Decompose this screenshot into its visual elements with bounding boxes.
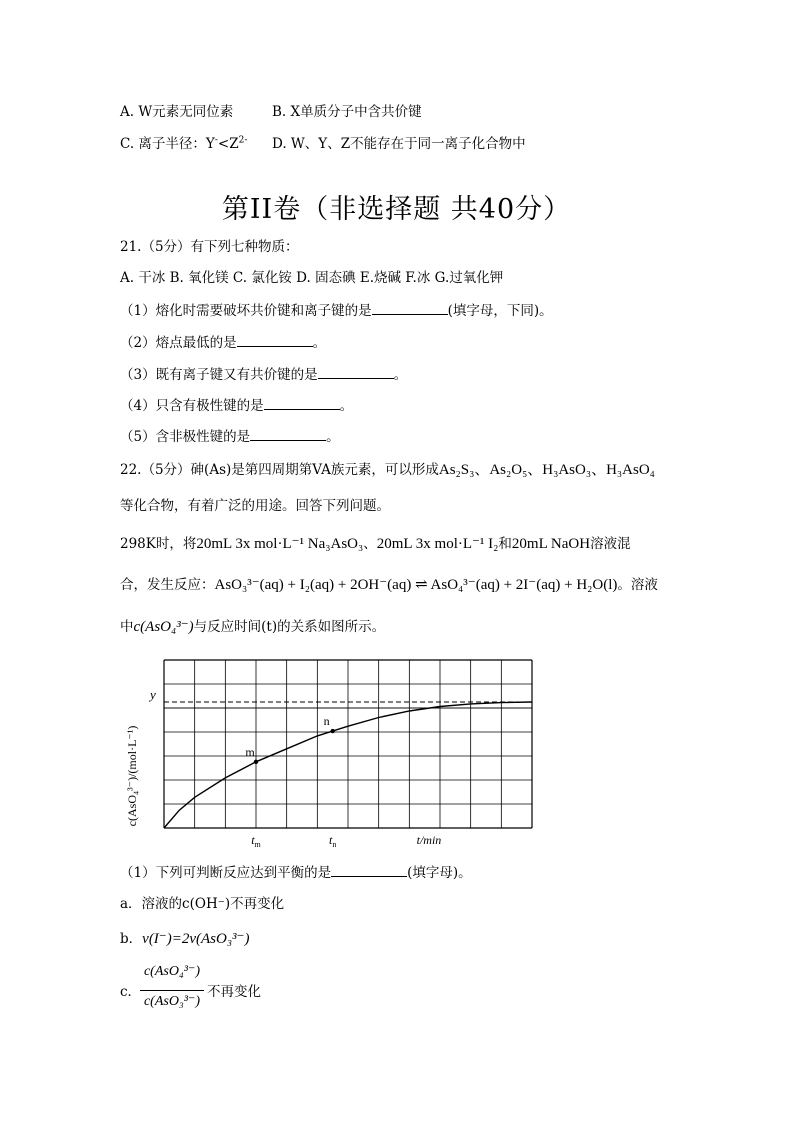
section-title: 第II卷（非选择题 共40分） [221, 194, 572, 225]
reaction-equation: AsO₃³⁻(aq) + I₂(aq) + 2OH⁻(aq) ⇌ AsO₄³⁻(aq) + 2I⁻(aq) + H₂O(l) [214, 577, 618, 593]
y-marker-label: y [150, 687, 156, 702]
q22-line3: 298K时，将20mL 3x mol·L⁻¹ Na₃AsO₃、20mL 3x mol·L⁻¹ I₂和20mL NaOH溶液混 [120, 536, 631, 552]
q20-option-d: D. W、Y、Z不能存在于同一离子化合物中 [272, 136, 526, 152]
q21-sub5: （5）含非极性键的是 。 [120, 426, 340, 446]
chart-point-n [330, 729, 334, 733]
fraction-numerator: c(AsO₄³⁻) [143, 964, 201, 979]
concentration-time-chart [120, 652, 540, 848]
chart-point-label-m: m [245, 744, 255, 759]
q21-sub3: （3）既有离子键又有共价键的是 。 [120, 364, 407, 384]
chart-grid [164, 660, 532, 828]
x-tick-label-tm: $t_m$ [251, 833, 261, 848]
answer-blank[interactable] [318, 364, 394, 379]
fraction-bar [140, 990, 204, 991]
q22-line5: 中c(AsO₄³⁻)与反应时间(t)的关系如图所示。 [120, 619, 386, 635]
q22-line4: 合，发生反应：AsO₃³⁻(aq) + I₂(aq) + 2OH⁻(aq) ⇌ AsO₄³⁻(aq) + 2I⁻(aq) + H₂O(l)。溶液 [120, 577, 658, 593]
q21-sub2: （2）熔点最低的是 。 [120, 332, 326, 352]
q22-sub1: （1）下列可判断反应达到平衡的是 (填字母)。 [120, 862, 472, 882]
answer-blank[interactable] [264, 395, 340, 410]
answer-blank[interactable] [237, 332, 313, 347]
q22-stem: 22.（5分）砷(As)是第四周期第VA族元素，可以形成As₂S₃、As₂O₅、H₃AsO₃、H₃AsO₄ [120, 462, 655, 478]
q20-option-a: A. W元素无同位素 [120, 104, 234, 120]
q21-sub1: （1）熔化时需要破坏共价键和离子键的是 (填字母，下同)。 [120, 300, 553, 320]
q22-option-a: a．溶液的c(OH⁻)不再变化 [120, 896, 285, 912]
q21-stem: 21.（5分）有下列七种物质： [120, 239, 299, 255]
answer-blank[interactable] [250, 426, 326, 441]
q21-choices: A. 干冰 B. 氧化镁 C. 氯化铵 D. 固态碘 E.烧碱 F.冰 G.过氧化钾 [120, 270, 504, 286]
q20-option-b: B. X单质分子中含共价键 [272, 104, 422, 120]
fraction-denominator: c(AsO₃³⁻) [143, 994, 201, 1009]
chart-point-m [254, 760, 258, 764]
q22-line2: 等化合物，有着广泛的用途。回答下列问题。 [120, 498, 390, 514]
q22-option-c-text: 不再变化 [207, 984, 261, 1000]
x-axis-label: t/min [416, 833, 442, 847]
compound-list: As₂S₃、As₂O₅、H₃AsO₃、H₃AsO₄ [438, 462, 655, 478]
chart-points [245, 714, 335, 764]
q21-sub4: （4）只含有极性键的是 。 [120, 395, 353, 415]
chart-point-label-n: n [323, 714, 330, 729]
answer-blank[interactable] [372, 300, 448, 315]
x-tick-label-tn: $t_n$ [328, 833, 337, 848]
q20-option-c: C. 离子半径：$Y^-<Z^{2-}$ [120, 135, 248, 152]
y-axis-label: c(AsO₄³⁻)/(mol·L⁻¹) [125, 725, 139, 827]
q22-option-b: b．v(I⁻)=2v(AsO₃³⁻) [120, 931, 250, 947]
answer-blank[interactable] [331, 862, 407, 877]
q22-option-c-label: c． [120, 984, 142, 1000]
